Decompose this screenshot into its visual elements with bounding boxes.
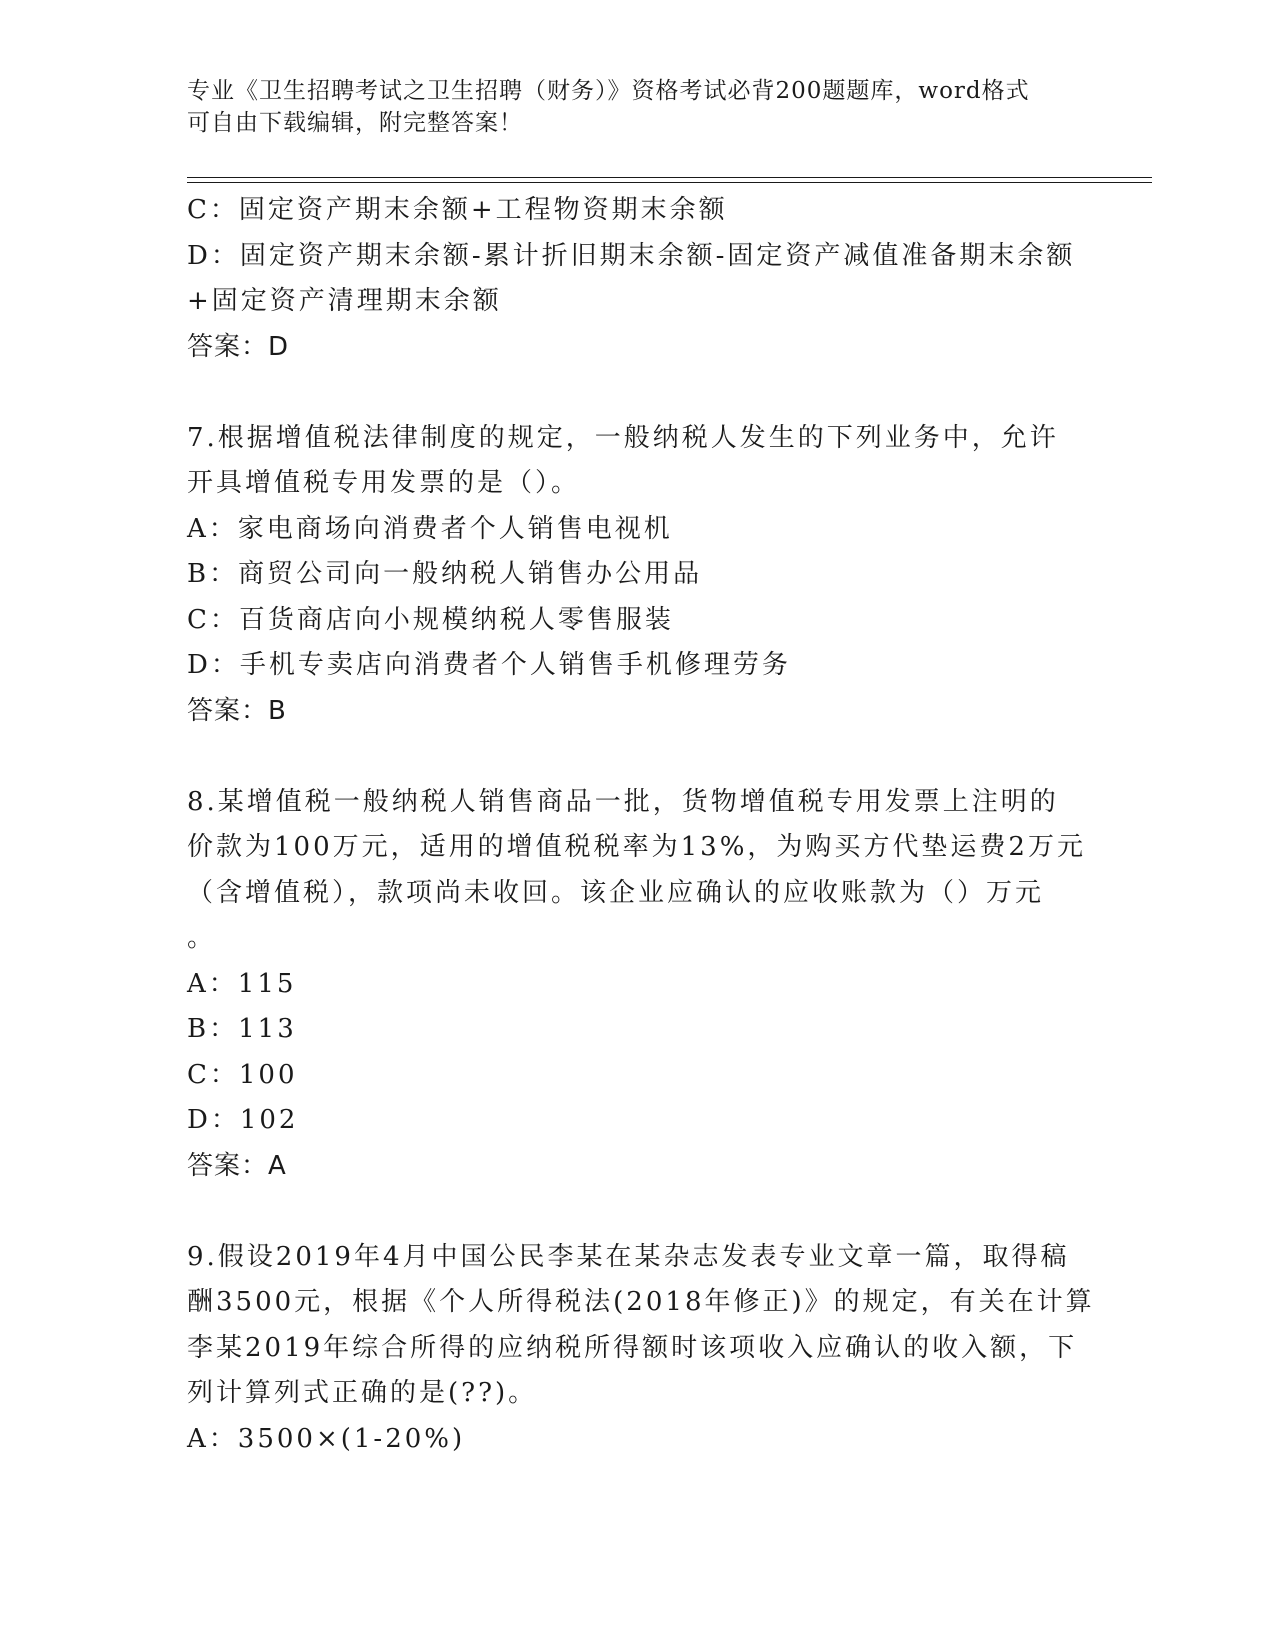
q6-option-c: C：固定资产期末余额+工程物资期末余额: [187, 195, 728, 225]
header-rule-top: [187, 177, 1152, 178]
question-spacer: [187, 370, 1087, 416]
q8-option-d: D：102: [187, 1105, 299, 1135]
q9-stem-line-3: 李某2019年综合所得的应纳税所得额时该项收入应确认的收入额，下: [187, 1332, 1078, 1363]
q9-stem-line-1: 9.假设2019年4月中国公民李某在某杂志发表专业文章一篇，取得稿: [187, 1241, 1070, 1272]
question-spacer: [187, 734, 1087, 780]
q8-stem-line-4: 。: [187, 923, 217, 953]
q7-option-d: D：手机专卖店向消费者个人销售手机修理劳务: [187, 650, 791, 680]
q6-option-d-line-2: +固定资产清理期末余额: [187, 286, 502, 316]
q7-answer: 答案：B: [187, 695, 287, 726]
question-6-tail: [187, 188, 1087, 370]
q8-stem-line-2: 价款为100万元，适用的增值税税率为13%，为购买方代垫运费2万元: [187, 832, 1086, 862]
question-8: [187, 780, 1087, 1190]
q7-stem-line-2: 开具增值税专用发票的是（）。: [187, 468, 581, 498]
question-spacer: [187, 1189, 1087, 1235]
q7-stem-line-1: 7.根据增值税法律制度的规定，一般纳税人发生的下列业务中，允许: [187, 422, 1059, 453]
question-7: [187, 416, 1087, 735]
document-body: [187, 188, 1095, 1462]
q8-answer: 答案：A: [187, 1150, 287, 1181]
q8-stem-line-3: （含增值税），款项尚未收回。该企业应确认的应收账款为（）万元: [187, 877, 1045, 908]
q7-option-a: A：家电商场向消费者个人销售电视机: [187, 513, 673, 544]
header-rule-bottom: [187, 182, 1152, 183]
q6-option-d-line-1: D：固定资产期末余额-累计折旧期末余额-固定资产减值准备期末余额: [187, 240, 1076, 271]
q8-option-a: A：115: [187, 968, 297, 999]
header-line-1: 专业《卫生招聘考试之卫生招聘（财务）》资格考试必背200题题库，word格式: [187, 78, 1030, 104]
q7-option-c: C：百货商店向小规模纳税人零售服装: [187, 604, 674, 635]
q9-stem-line-2: 酬3500元，根据《个人所得税法(2018年修正)》的规定，有关在计算: [187, 1287, 1095, 1317]
q9-option-a: A：3500×(1-20%): [187, 1423, 466, 1454]
q7-option-b: B：商贸公司向一般纳税人销售办公用品: [187, 559, 703, 589]
q8-option-b: B：113: [187, 1014, 297, 1044]
q8-stem-line-1: 8.某增值税一般纳税人销售商品一批，货物增值税专用发票上注明的: [187, 786, 1059, 817]
header-line-2: 可自由下载编辑，附完整答案！: [187, 110, 523, 136]
q9-stem-line-4: 列计算列式正确的是(??)。: [187, 1378, 538, 1408]
q6-answer: 答案：D: [187, 331, 290, 362]
question-9: [187, 1235, 1095, 1463]
document-header: [187, 75, 1067, 139]
q8-option-c: C：100: [187, 1059, 298, 1090]
